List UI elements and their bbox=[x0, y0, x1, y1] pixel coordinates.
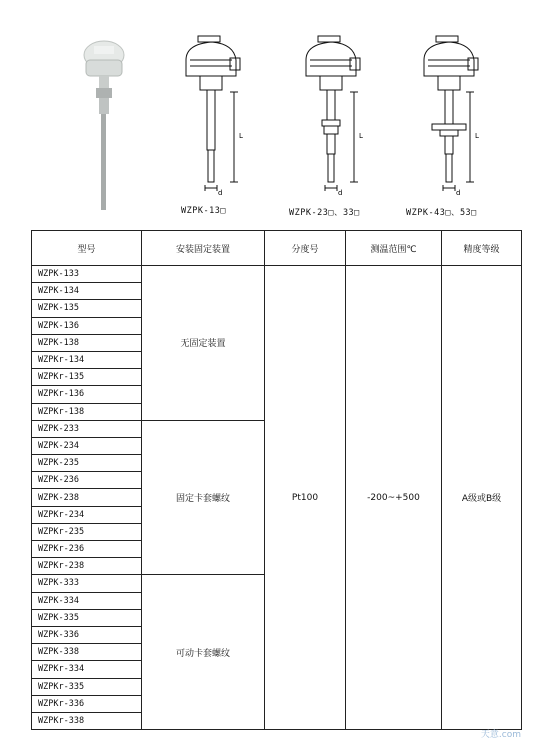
caption-wzpk-43-53: WZPK-43□、53□ bbox=[406, 208, 477, 218]
caption-wzpk-23-33: WZPK-23□、33□ bbox=[289, 208, 360, 218]
install-cell: 无固定装置 bbox=[142, 266, 265, 421]
model-cell: WZPK-238 bbox=[32, 489, 142, 506]
model-cell: WZPK-235 bbox=[32, 455, 142, 472]
model-cell: WZPK-333 bbox=[32, 575, 142, 592]
model-cell: WZPK-133 bbox=[32, 266, 142, 283]
dim-diameter-label: d bbox=[218, 189, 223, 197]
header-install: 安装固定装置 bbox=[142, 231, 265, 266]
header-range: 测温范围℃ bbox=[346, 231, 442, 266]
model-cell: WZPKr-138 bbox=[32, 403, 142, 420]
accuracy-cell: A级或B级 bbox=[442, 266, 522, 730]
table-row bbox=[32, 266, 522, 283]
model-cell: WZPK-336 bbox=[32, 626, 142, 643]
model-cell: WZPKr-234 bbox=[32, 506, 142, 523]
model-cell: WZPK-233 bbox=[32, 420, 142, 437]
drawing-wzpk-13 bbox=[186, 36, 240, 191]
dim-length-label-2: L bbox=[359, 132, 363, 140]
install-cell: 可动卡套螺纹 bbox=[142, 575, 265, 730]
model-cell: WZPKr-335 bbox=[32, 678, 142, 695]
model-cell: WZPK-234 bbox=[32, 437, 142, 454]
range-cell: -200~+500 bbox=[346, 266, 442, 730]
header-accuracy: 精度等级 bbox=[442, 231, 522, 266]
graduation-cell: Pt100 bbox=[265, 266, 346, 730]
sensor-photo bbox=[84, 41, 124, 210]
model-cell: WZPKr-236 bbox=[32, 541, 142, 558]
model-cell: WZPK-138 bbox=[32, 334, 142, 351]
model-cell: WZPK-335 bbox=[32, 609, 142, 626]
model-cell: WZPKr-334 bbox=[32, 661, 142, 678]
model-cell: WZPKr-238 bbox=[32, 558, 142, 575]
header-graduation: 分度号 bbox=[265, 231, 346, 266]
caption-wzpk-13: WZPK-13□ bbox=[181, 206, 226, 216]
model-cell: WZPKr-235 bbox=[32, 523, 142, 540]
header-model: 型号 bbox=[32, 231, 142, 266]
dim-diameter-label-3: d bbox=[456, 189, 461, 197]
dim-diameter-label-2: d bbox=[338, 189, 343, 197]
model-cell: WZPKr-336 bbox=[32, 695, 142, 712]
model-cell: WZPKr-338 bbox=[32, 712, 142, 729]
model-cell: WZPK-134 bbox=[32, 283, 142, 300]
dim-length-label-3: L bbox=[475, 132, 479, 140]
drawing-wzpk-23-33 bbox=[306, 36, 360, 191]
drawing-wzpk-43-53 bbox=[424, 36, 478, 191]
model-cell: WZPK-338 bbox=[32, 644, 142, 661]
model-cell: WZPKr-135 bbox=[32, 369, 142, 386]
model-cell: WZPK-136 bbox=[32, 317, 142, 334]
product-drawings bbox=[0, 0, 535, 225]
table-body bbox=[32, 266, 522, 730]
install-cell: 固定卡套螺纹 bbox=[142, 420, 265, 575]
model-cell: WZPK-135 bbox=[32, 300, 142, 317]
watermark: 天意.com bbox=[480, 730, 521, 740]
model-cell: WZPKr-136 bbox=[32, 386, 142, 403]
model-cell: WZPK-236 bbox=[32, 472, 142, 489]
table-header-row bbox=[32, 231, 522, 266]
spec-table bbox=[31, 230, 522, 730]
model-cell: WZPKr-134 bbox=[32, 351, 142, 368]
dim-length-label: L bbox=[239, 132, 243, 140]
model-cell: WZPK-334 bbox=[32, 592, 142, 609]
